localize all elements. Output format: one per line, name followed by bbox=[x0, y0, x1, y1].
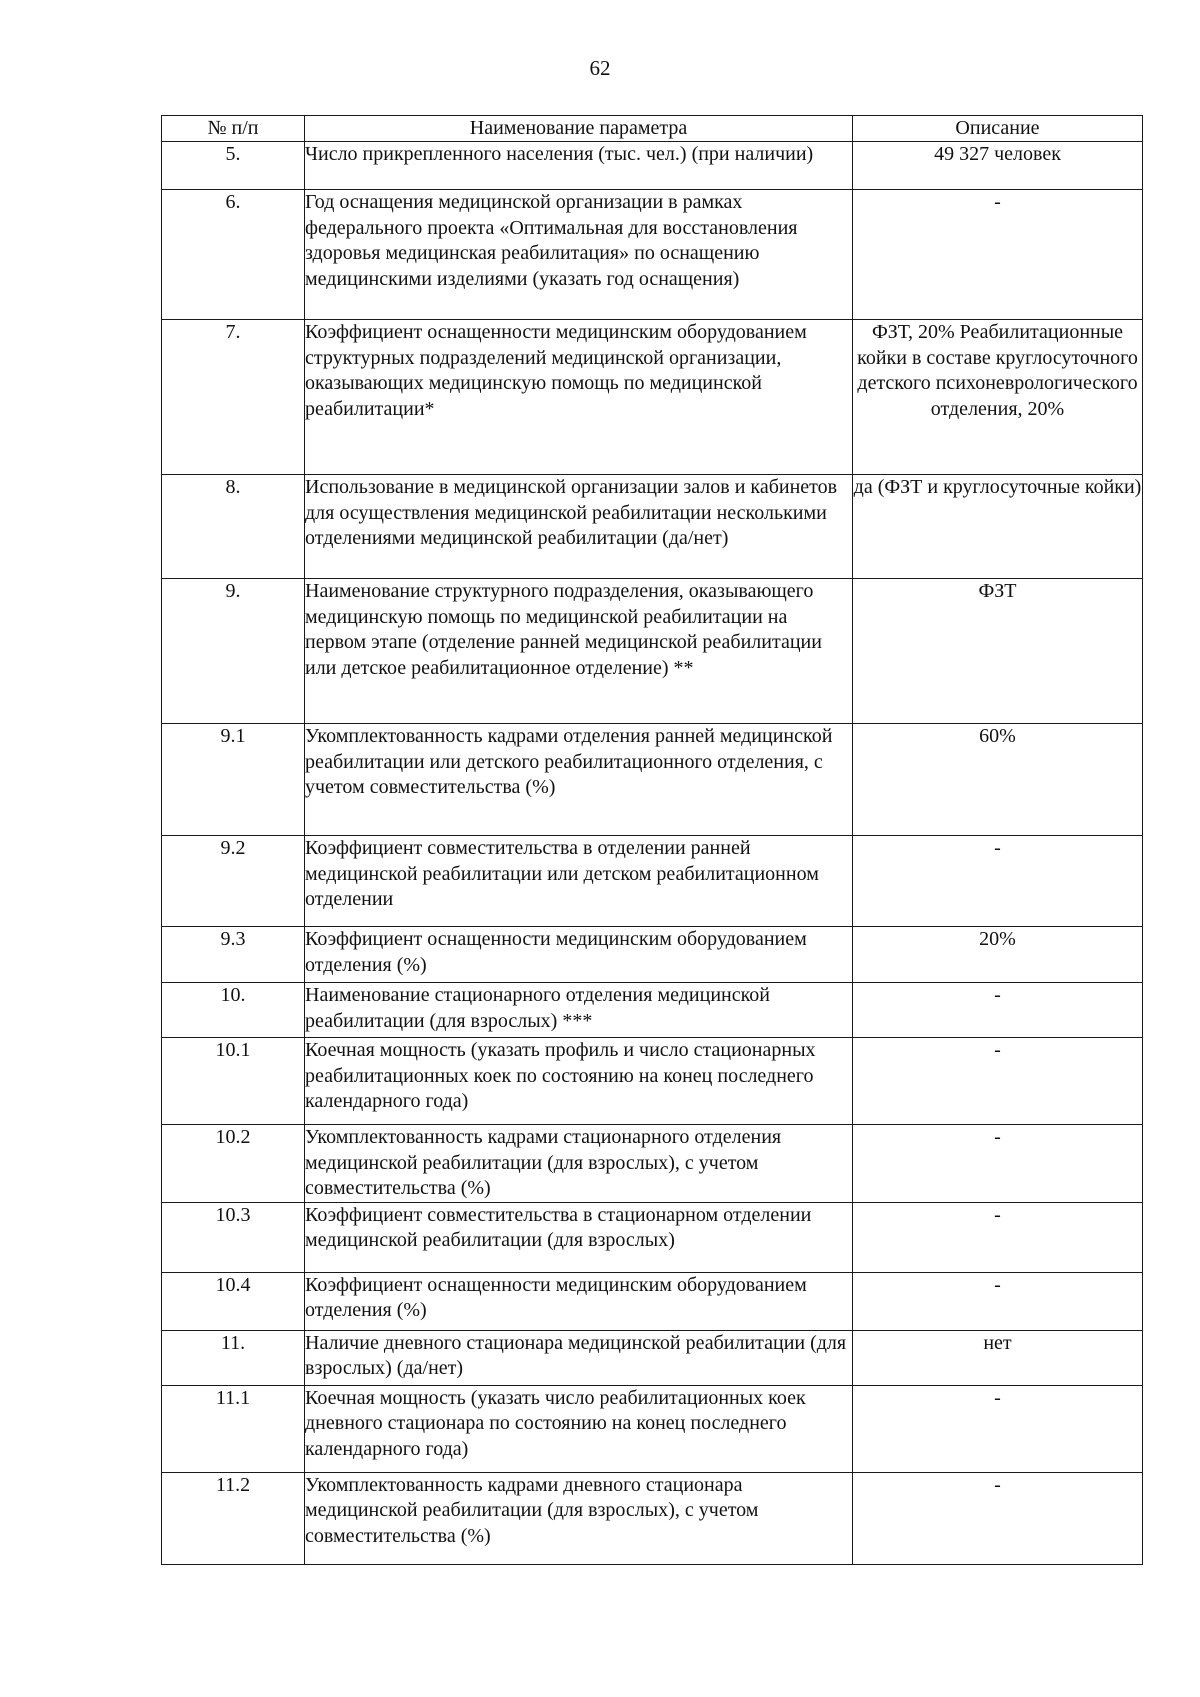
table-row bbox=[162, 1472, 1143, 1564]
parameter-name: Укомплектованность кадрами дневного стационара медицинской реабилитации (для взрослых), с учетом совместительства (%) bbox=[305, 1472, 853, 1564]
row-number: 11.2 bbox=[162, 1472, 305, 1564]
parameter-description: ФЗТ bbox=[853, 579, 1143, 724]
parameter-name: Коечная мощность (указать профиль и число стационарных реабилитационных коек по состоянию на конец последнего календарного года) bbox=[305, 1038, 853, 1125]
row-number: 9. bbox=[162, 579, 305, 724]
parameter-name: Число прикрепленного населения (тыс. чел.) (при наличии) bbox=[305, 142, 853, 190]
page-number: 62 bbox=[589, 56, 611, 80]
row-number: 9.2 bbox=[162, 836, 305, 927]
parameter-name: Наименование структурного подразделения, оказывающего медицинскую помощь по медицинской реабилитации на первом этапе (отделение ранней медицинской реабилитации или детское реабилитационное отделение) ** bbox=[305, 579, 853, 724]
table-row bbox=[162, 836, 1143, 927]
row-number: 10.3 bbox=[162, 1202, 305, 1272]
row-number: 9.1 bbox=[162, 724, 305, 836]
parameter-name: Коэффициент совместительства в отделении ранней медицинской реабилитации или детском реабилитационном отделении bbox=[305, 836, 853, 927]
table-header-row bbox=[162, 116, 1143, 142]
row-number: 7. bbox=[162, 320, 305, 475]
parameter-name: Коечная мощность (указать число реабилитационных коек дневного стационара по состоянию на конец последнего календарного года) bbox=[305, 1385, 853, 1472]
parameter-name: Коэффициент совместительства в стационарном отделении медицинской реабилитации (для взрослых) bbox=[305, 1202, 853, 1272]
table-row bbox=[162, 1202, 1143, 1272]
parameter-name: Наличие дневного стационара медицинской реабилитации (для взрослых) (да/нет) bbox=[305, 1330, 853, 1385]
parameter-description: - bbox=[853, 1202, 1143, 1272]
parameter-name: Коэффициент оснащенности медицинским оборудованием структурных подразделений медицинской организации, оказывающих медицинскую помощь по медицинской реабилитации* bbox=[305, 320, 853, 475]
parameter-description: нет bbox=[853, 1330, 1143, 1385]
row-number: 6. bbox=[162, 190, 305, 320]
row-number: 11. bbox=[162, 1330, 305, 1385]
row-number: 11.1 bbox=[162, 1385, 305, 1472]
parameter-description: да (ФЗТ и круглосуточные койки) bbox=[853, 475, 1143, 579]
parameter-description: - bbox=[853, 1038, 1143, 1125]
row-number: 10.2 bbox=[162, 1125, 305, 1203]
table-row bbox=[162, 724, 1143, 836]
table-row bbox=[162, 320, 1143, 475]
parameter-description: - bbox=[853, 1272, 1143, 1330]
parameter-name: Коэффициент оснащенности медицинским оборудованием отделения (%) bbox=[305, 1272, 853, 1330]
parameter-name: Использование в медицинской организации залов и кабинетов для осуществления медицинской реабилитации несколькими отделениями медицинской реабилитации (да/нет) bbox=[305, 475, 853, 579]
header-description: Описание bbox=[853, 116, 1143, 142]
parameter-description: - bbox=[853, 1385, 1143, 1472]
table-row bbox=[162, 475, 1143, 579]
table-row bbox=[162, 190, 1143, 320]
table-row bbox=[162, 927, 1143, 983]
row-number: 8. bbox=[162, 475, 305, 579]
header-number: № п/п bbox=[162, 116, 305, 142]
table-row bbox=[162, 1125, 1143, 1203]
row-number: 10. bbox=[162, 983, 305, 1038]
table-row bbox=[162, 579, 1143, 724]
table-row bbox=[162, 1330, 1143, 1385]
table-row bbox=[162, 983, 1143, 1038]
parameter-description: 20% bbox=[853, 927, 1143, 983]
parameters-table bbox=[161, 115, 1143, 1565]
header-parameter-name: Наименование параметра bbox=[305, 116, 853, 142]
parameter-description: - bbox=[853, 1125, 1143, 1203]
table-row bbox=[162, 1272, 1143, 1330]
parameter-name: Укомплектованность кадрами отделения ранней медицинской реабилитации или детского реабилитационного отделения, с учетом совместительства (%) bbox=[305, 724, 853, 836]
parameter-name: Коэффициент оснащенности медицинским оборудованием отделения (%) bbox=[305, 927, 853, 983]
parameter-name: Наименование стационарного отделения медицинской реабилитации (для взрослых) *** bbox=[305, 983, 853, 1038]
parameter-description: 60% bbox=[853, 724, 1143, 836]
parameter-description: - bbox=[853, 983, 1143, 1038]
table-row bbox=[162, 1385, 1143, 1472]
table-row bbox=[162, 1038, 1143, 1125]
parameter-name: Укомплектованность кадрами стационарного отделения медицинской реабилитации (для взрослых), с учетом совместительства (%) bbox=[305, 1125, 853, 1203]
parameter-description: - bbox=[853, 190, 1143, 320]
row-number: 10.1 bbox=[162, 1038, 305, 1125]
row-number: 9.3 bbox=[162, 927, 305, 983]
parameter-description: ФЗТ, 20% Реабилитационные койки в составе круглосуточного детского психоневрологического отделения, 20% bbox=[853, 320, 1143, 475]
row-number: 5. bbox=[162, 142, 305, 190]
parameter-description: - bbox=[853, 1472, 1143, 1564]
parameter-description: - bbox=[853, 836, 1143, 927]
table-row bbox=[162, 142, 1143, 190]
parameter-description: 49 327 человек bbox=[853, 142, 1143, 190]
parameter-name: Год оснащения медицинской организации в рамках федерального проекта «Оптимальная для восстановления здоровья медицинская реабилитация» по оснащению медицинскими изделиями (указать год оснащения) bbox=[305, 190, 853, 320]
row-number: 10.4 bbox=[162, 1272, 305, 1330]
